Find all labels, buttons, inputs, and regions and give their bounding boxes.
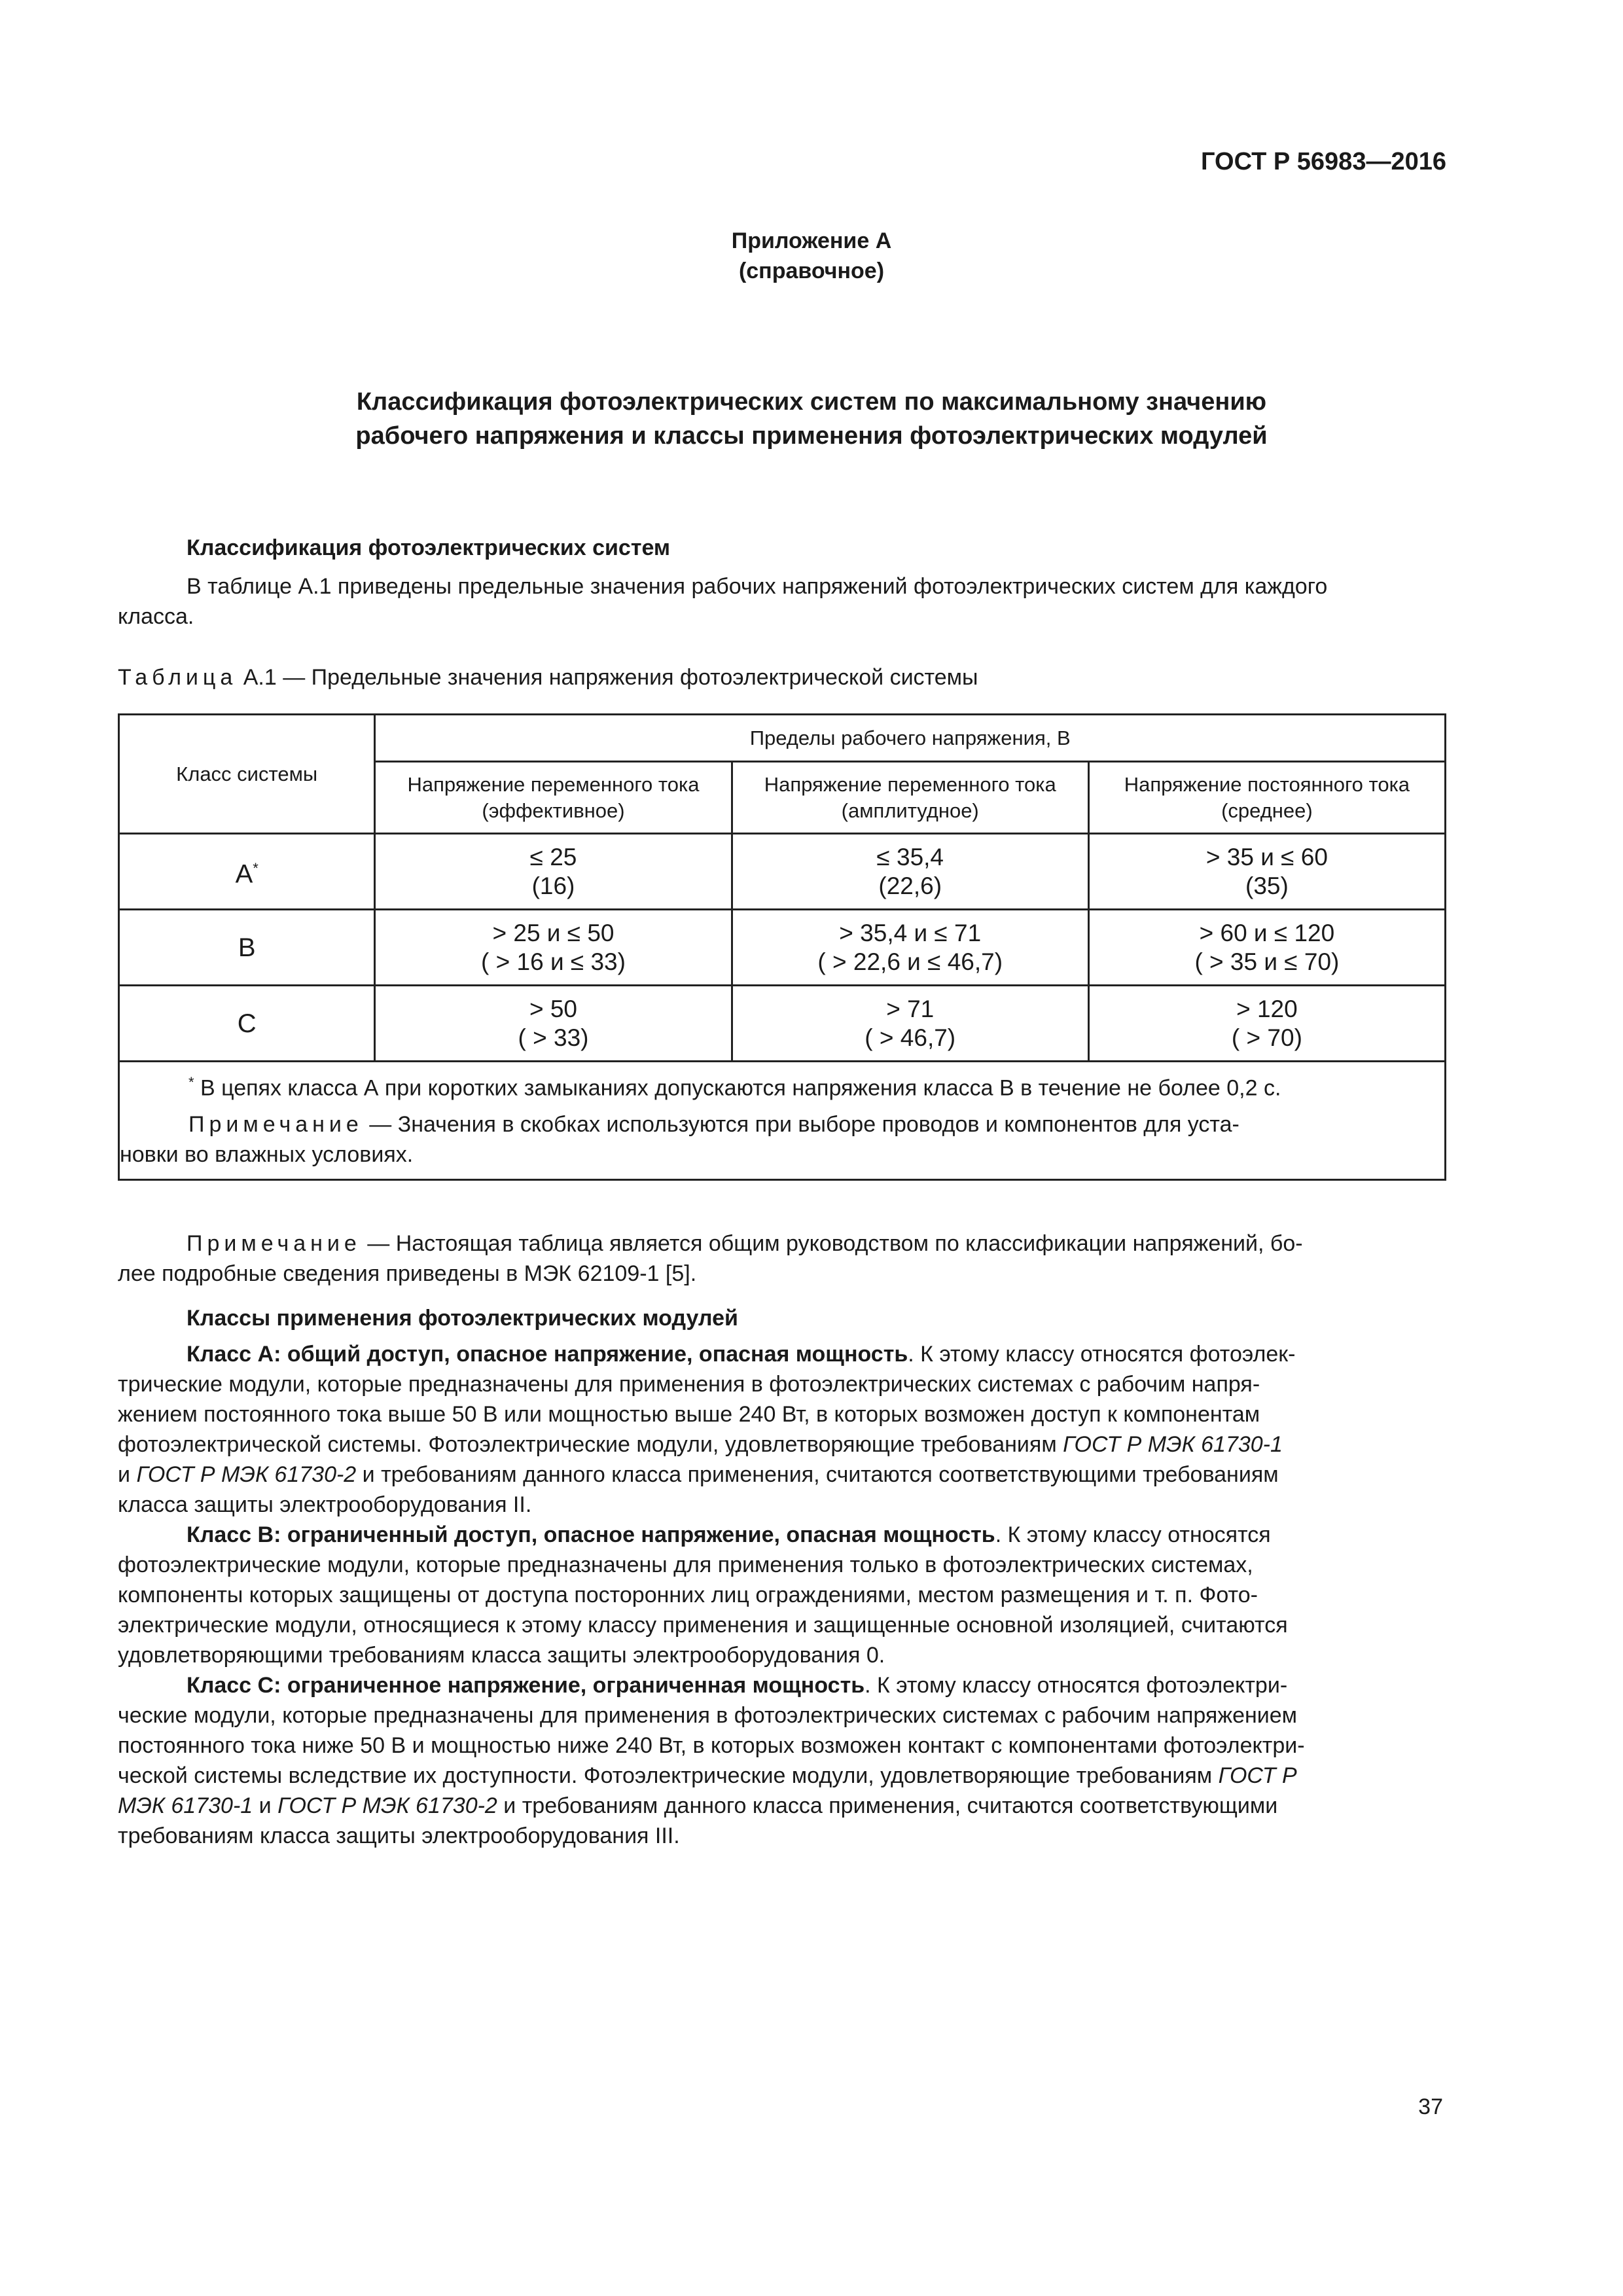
row-a-class-label: A xyxy=(235,859,253,889)
row-c-ac-amplitude-wet: ( > 46,7) xyxy=(865,1024,956,1051)
section-heading-classification: Классификация фотоэлектрических систем xyxy=(187,535,671,560)
row-a-dc-average-value: > 35 и ≤ 60 xyxy=(1205,843,1328,870)
general-note-line-2: лее подробные сведения приведены в МЭК 62109-1 [5]. xyxy=(118,1261,697,1286)
class-c-text-1: . К этому классу относятся фотоэлектри- xyxy=(865,1673,1288,1698)
header-ac-effective-line-1: Напряжение переменного тока xyxy=(407,772,700,796)
voltage-limits-table xyxy=(118,713,1446,1181)
class-a-ref-1: ГОСТ Р МЭК 61730-1 xyxy=(1063,1432,1283,1457)
row-a-ac-effective-value: ≤ 25 xyxy=(529,843,577,870)
row-a-footnote-mark: * xyxy=(253,860,259,877)
row-c-dc-average-value: > 120 xyxy=(1236,995,1298,1022)
row-b-dc-average xyxy=(1088,910,1445,986)
page-number: 37 xyxy=(1418,2094,1443,2119)
table-footnote-cell xyxy=(119,1062,1446,1180)
row-c-ac-effective xyxy=(375,986,732,1062)
header-voltage-limits: Пределы рабочего напряжения, В xyxy=(375,715,1446,762)
class-c-line-3: постоянного тока ниже 50 В и мощностью ниже 240 Вт, в которых возможен контакт с компонентами фотоэлектри- xyxy=(118,1733,1305,1758)
header-ac-amplitude-line-1: Напряжение переменного тока xyxy=(764,772,1056,796)
table-footnote-row xyxy=(119,1062,1446,1180)
class-b-line-3: компоненты которых защищены от доступа посторонних лиц ограждениями, местом размещения и т. п. Фото- xyxy=(118,1583,1258,1607)
table-footnote xyxy=(120,1067,1431,1103)
class-c-title: Класс С: ограниченное напряжение, ограниченная мощность xyxy=(187,1673,865,1698)
intro-paragraph xyxy=(118,571,1446,632)
row-b-dc-average-wet: ( > 35 и ≤ 70) xyxy=(1194,948,1340,975)
row-b-ac-effective-value: > 25 и ≤ 50 xyxy=(492,919,615,946)
appendix-type: (справочное) xyxy=(738,259,885,283)
intro-line-2: класса. xyxy=(118,604,194,629)
header-class-system: Класс системы xyxy=(119,715,375,834)
class-a-text-4: фотоэлектрической системы. Фотоэлектрические модули, удовлетворяющие требованиям xyxy=(118,1432,1063,1457)
class-c-ref-1b: МЭК 61730-1 xyxy=(118,1793,253,1818)
general-note-label: Примечание xyxy=(187,1231,361,1256)
row-a-ac-amplitude-value: ≤ 35,4 xyxy=(876,843,944,870)
class-c-line-1 xyxy=(118,1670,1446,1700)
row-a-dc-average xyxy=(1088,834,1445,910)
table-caption-label: Таблица xyxy=(118,665,238,690)
row-c-dc-average-wet: ( > 70) xyxy=(1231,1024,1302,1051)
intro-line-1: В таблице А.1 приведены предельные значения рабочих напряжений фотоэлектрических систем для каждого xyxy=(187,574,1328,599)
class-c-line-5 xyxy=(118,1791,1446,1821)
row-c-class: C xyxy=(119,986,375,1062)
class-a-line-4 xyxy=(118,1429,1446,1460)
general-note-text: — Настоящая таблица является общим руководством по классификации напряжений, бо- xyxy=(361,1231,1303,1256)
row-b-ac-amplitude-value: > 35,4 и ≤ 71 xyxy=(839,919,982,946)
table-note-text: — Значения в скобках используются при выборе проводов и компонентов для уста- xyxy=(363,1112,1240,1138)
application-classes-body xyxy=(118,1339,1446,1851)
row-c-ac-effective-wet: ( > 33) xyxy=(518,1024,589,1051)
general-note xyxy=(118,1229,1446,1289)
class-c-line-6: требованиям класса защиты электрооборудования III. xyxy=(118,1823,680,1848)
table-note-line-1 xyxy=(120,1109,1431,1139)
class-c-text-6: и требованиям данного класса применения, считаются соответствующими xyxy=(497,1793,1278,1818)
table-row-class-c xyxy=(119,986,1446,1062)
class-a-text-5: и xyxy=(118,1462,137,1487)
header-ac-amplitude xyxy=(732,762,1088,834)
class-a-text-1: . К этому классу относятся фотоэлек- xyxy=(908,1342,1296,1367)
main-title-line-2: рабочего напряжения и классы применения фотоэлектрических модулей xyxy=(355,422,1268,450)
main-title-line-1: Классификация фотоэлектрических систем по максимальному значению xyxy=(356,388,1267,416)
section-heading-application-classes: Классы применения фотоэлектрических модулей xyxy=(187,1306,738,1331)
row-a-ac-amplitude-wet: (22,6) xyxy=(878,872,942,899)
header-ac-amplitude-line-2: (амплитудное) xyxy=(841,798,979,822)
document-code: ГОСТ Р 56983—2016 xyxy=(1201,148,1446,175)
row-a-class xyxy=(119,834,375,910)
table-caption xyxy=(118,665,978,691)
row-c-ac-effective-value: > 50 xyxy=(529,995,578,1022)
class-a-line-1 xyxy=(118,1339,1446,1369)
class-b-title: Класс В: ограниченный доступ, опасное напряжение, опасная мощность xyxy=(187,1522,995,1547)
header-ac-effective xyxy=(375,762,732,834)
row-b-ac-effective-wet: ( > 16 и ≤ 33) xyxy=(481,948,626,975)
class-a-ref-2: ГОСТ Р МЭК 61730-2 xyxy=(136,1462,357,1487)
class-b-line-5: удовлетворяющими требованиям класса защиты электрооборудования 0. xyxy=(118,1643,885,1668)
row-c-dc-average xyxy=(1088,986,1445,1062)
row-a-dc-average-wet: (35) xyxy=(1245,872,1289,899)
class-a-text-6: и требованиям данного класса применения, считаются соответствующими требованиям xyxy=(356,1462,1279,1487)
header-dc-average xyxy=(1088,762,1445,834)
class-b-text-1: . К этому классу относятся xyxy=(995,1522,1271,1547)
class-a-line-6: класса защиты электрооборудования II. xyxy=(118,1492,532,1517)
row-b-dc-average-value: > 60 и ≤ 120 xyxy=(1199,919,1335,946)
row-a-ac-effective-wet: (16) xyxy=(531,872,575,899)
row-b-class: B xyxy=(119,910,375,986)
table-row-class-a xyxy=(119,834,1446,910)
class-c-ref-1a: ГОСТ Р xyxy=(1218,1763,1297,1788)
table-note-label: Примечание xyxy=(188,1112,363,1138)
table-header-row-1 xyxy=(119,715,1446,762)
header-dc-average-line-1: Напряжение постоянного тока xyxy=(1124,772,1410,796)
class-a-line-5 xyxy=(118,1460,1446,1490)
class-a-line-2: трические модули, которые предназначены для применения в фотоэлектрических системах с рабочим напря- xyxy=(118,1372,1260,1397)
header-dc-average-line-2: (среднее) xyxy=(1221,798,1313,822)
class-a-title: Класс А: общий доступ, опасное напряжение, опасная мощность xyxy=(187,1342,908,1367)
class-c-text-5: и xyxy=(253,1793,278,1818)
row-a-ac-effective xyxy=(375,834,732,910)
class-c-line-4 xyxy=(118,1761,1446,1791)
class-c-ref-2: ГОСТ Р МЭК 61730-2 xyxy=(277,1793,497,1818)
class-a-line-3: жением постоянного тока выше 50 В или мощностью выше 240 Вт, в которых возможен доступ к компонентам xyxy=(118,1402,1260,1427)
general-note-line-1 xyxy=(118,1229,1446,1259)
class-b-line-4: электрические модули, относящиеся к этому классу применения и защищенные основной изоляцией, считаются xyxy=(118,1613,1288,1638)
class-c-line-2: ческие модули, которые предназначены для применения в фотоэлектрических системах с рабочим напряжением xyxy=(118,1703,1298,1728)
row-b-ac-amplitude-wet: ( > 22,6 и ≤ 46,7) xyxy=(817,948,1003,975)
table-note-line-2: новки во влажных условиях. xyxy=(120,1142,414,1168)
row-c-ac-amplitude-value: > 71 xyxy=(886,995,935,1022)
footnote-text: В цепях класса А при коротких замыканиях допускаются напряжения класса В в течение не более 0,2 с. xyxy=(194,1075,1281,1101)
table-row-class-b xyxy=(119,910,1446,986)
header-ac-effective-line-2: (эффективное) xyxy=(482,798,625,822)
table-caption-text: А.1 — Предельные значения напряжения фотоэлектрической системы xyxy=(237,665,978,690)
class-b-line-2: фотоэлектрические модули, которые предназначены для применения только в фотоэлектрических системах, xyxy=(118,1552,1253,1577)
row-a-ac-amplitude xyxy=(732,834,1088,910)
row-b-ac-effective xyxy=(375,910,732,986)
appendix-title: Приложение А xyxy=(731,228,892,253)
footnote-mark: * xyxy=(188,1074,194,1090)
row-b-ac-amplitude xyxy=(732,910,1088,986)
row-c-ac-amplitude xyxy=(732,986,1088,1062)
class-b-line-1 xyxy=(118,1520,1446,1550)
class-c-text-4: ческой системы вследствие их доступности. Фотоэлектрические модули, удовлетворяющие требованиям xyxy=(118,1763,1219,1788)
